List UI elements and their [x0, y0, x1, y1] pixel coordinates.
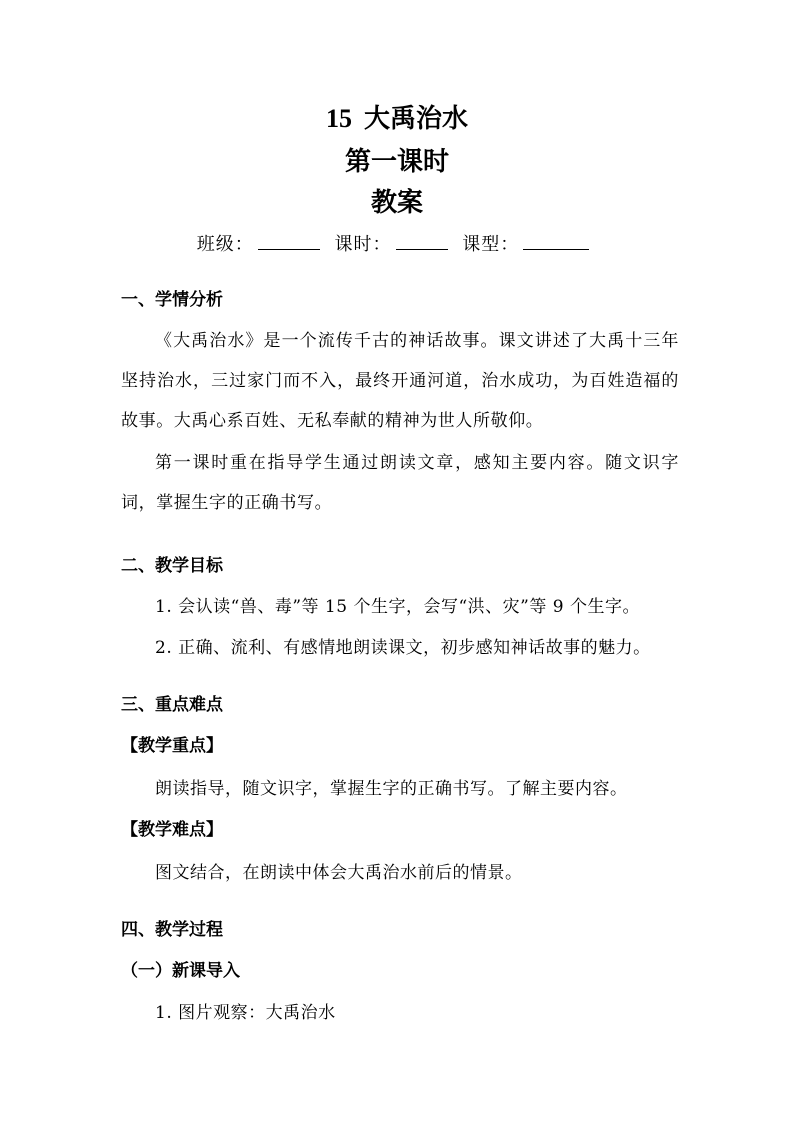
lesson-type-blank	[523, 231, 589, 250]
lesson-name: 大禹治水	[363, 104, 468, 134]
process-item-1: 1. 图片观察：大禹治水	[155, 1003, 336, 1023]
section-heading-objectives: 二、教学目标	[121, 556, 223, 576]
section-heading-analysis: 一、学情分析	[121, 290, 223, 310]
analysis-paragraph-1: 《大禹治水》是一个流传千古的神话故事。课文讲述了大禹十三年坚持治水，三过家门而不入，最终开通河道，治水成功，为百姓造福的故事。大禹心系百姓、无私奉献的精神为世人所敬仰。	[121, 331, 679, 431]
document-type: 教案	[370, 188, 423, 218]
lesson-type-label: 课型：	[462, 234, 520, 255]
period-label: 课时：	[334, 234, 392, 255]
period-blank	[396, 231, 448, 250]
lesson-number: 15	[325, 104, 352, 133]
key-point-text: 朗读指导，随文识字，掌握生字的正确书写。了解主要内容。	[155, 779, 628, 799]
section-heading-process: 四、教学过程	[121, 920, 223, 940]
class-label: 班级：	[196, 234, 254, 255]
class-blank	[258, 231, 320, 250]
class-info-line	[0, 231, 794, 259]
key-point-label: 【教学重点】	[121, 736, 223, 756]
lesson-title	[0, 102, 794, 136]
process-subheading-intro: （一）新课导入	[121, 961, 240, 981]
analysis-paragraph-2: 第一课时重在指导学生通过朗读文章，感知主要内容。随文识字词，掌握生字的正确书写。	[121, 453, 679, 513]
objective-item-2: 2. 正确、流利、有感情地朗读课文，初步感知神话故事的魅力。	[155, 638, 651, 658]
objective-item-1: 1. 会认读“兽、毒”等 15 个生字，会写“洪、灾”等 9 个生字。	[155, 597, 640, 617]
lesson-subtitle: 第一课时	[344, 147, 449, 177]
difficulty-label: 【教学难点】	[121, 820, 223, 840]
section-heading-key-points: 三、重点难点	[121, 695, 223, 715]
difficulty-text: 图文结合，在朗读中体会大禹治水前后的情景。	[155, 863, 523, 883]
